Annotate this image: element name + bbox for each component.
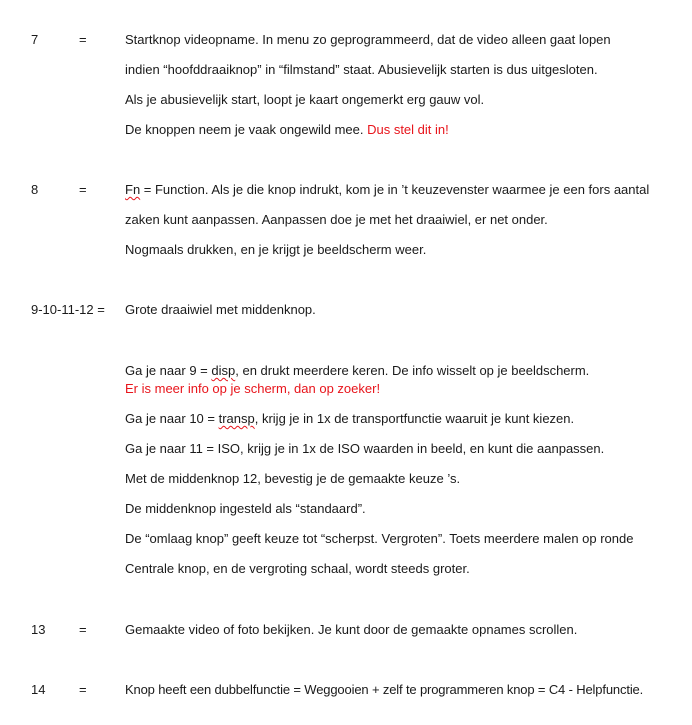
- body-text: = Function. Als je die knop indrukt, kom je in ’t keuzevenster waarmee je een fors aantal: [140, 182, 650, 197]
- body-line: [125, 363, 589, 379]
- equals-sign: =: [79, 182, 87, 197]
- body-line: [125, 122, 449, 138]
- item-number: 14: [31, 682, 46, 697]
- item-number: 13: [31, 622, 46, 637]
- equals-sign: =: [79, 622, 87, 637]
- spellcheck-word: Fn: [125, 182, 141, 197]
- body-line: De middenknop ingesteld als “standaard”.: [125, 501, 366, 516]
- body-line: Grote draaiwiel met middenknop.: [125, 302, 316, 317]
- item-number: 9-10-11-12 =: [31, 302, 105, 317]
- spellcheck-word: disp: [211, 363, 236, 378]
- body-text: Ga je naar 10 =: [125, 411, 219, 426]
- body-line: [125, 411, 574, 427]
- item-number: 8: [31, 182, 39, 197]
- body-text: De knoppen neem je vaak ongewild mee.: [125, 122, 368, 137]
- body-text: , en drukt meerdere keren. De info wisselt op je beeldscherm.: [235, 363, 590, 378]
- body-text: , krijg je in 1x de transportfunctie waaruit je kunt kiezen.: [254, 411, 575, 426]
- body-line: Nogmaals drukken, en je krijgt je beeldscherm weer.: [125, 242, 427, 257]
- body-text: Ga je naar 9 =: [125, 363, 212, 378]
- body-line: Als je abusievelijk start, loopt je kaart ongemerkt erg gauw vol.: [125, 92, 485, 107]
- body-line: Gemaakte video of foto bekijken. Je kunt door de gemaakte opnames scrollen.: [125, 622, 578, 637]
- red-note: Dus stel dit in!: [367, 122, 449, 137]
- equals-sign: =: [79, 682, 87, 697]
- body-line: [125, 182, 649, 198]
- body-line: indien “hoofddraaiknop” in “filmstand” staat. Abusievelijk starten is dus uitgesloten.: [125, 62, 598, 77]
- equals-sign: =: [79, 32, 87, 47]
- body-line: De “omlaag knop” geeft keuze tot “scherpst. Vergroten”. Toets meerdere malen op ronde: [125, 531, 634, 546]
- red-note: Er is meer info op je scherm, dan op zoeker!: [125, 381, 381, 396]
- body-line: Ga je naar 11 = ISO, krijg je in 1x de ISO waarden in beeld, en kunt die aanpassen.: [125, 441, 605, 456]
- body-line: Centrale knop, en de vergroting schaal, wordt steeds groter.: [125, 561, 470, 576]
- item-number: 7: [31, 32, 39, 47]
- body-line: Met de middenknop 12, bevestig je de gemaakte keuze ’s.: [125, 471, 461, 486]
- body-line: Startknop videopname. In menu zo geprogrammeerd, dat de video alleen gaat lopen: [125, 32, 611, 47]
- spellcheck-word: transp: [218, 411, 255, 426]
- body-line: zaken kunt aanpassen. Aanpassen doe je met het draaiwiel, er net onder.: [125, 212, 548, 227]
- body-line: Knop heeft een dubbelfunctie = Weggooien + zelf te programmeren knop = C4 - Helpfunctie.: [125, 682, 644, 697]
